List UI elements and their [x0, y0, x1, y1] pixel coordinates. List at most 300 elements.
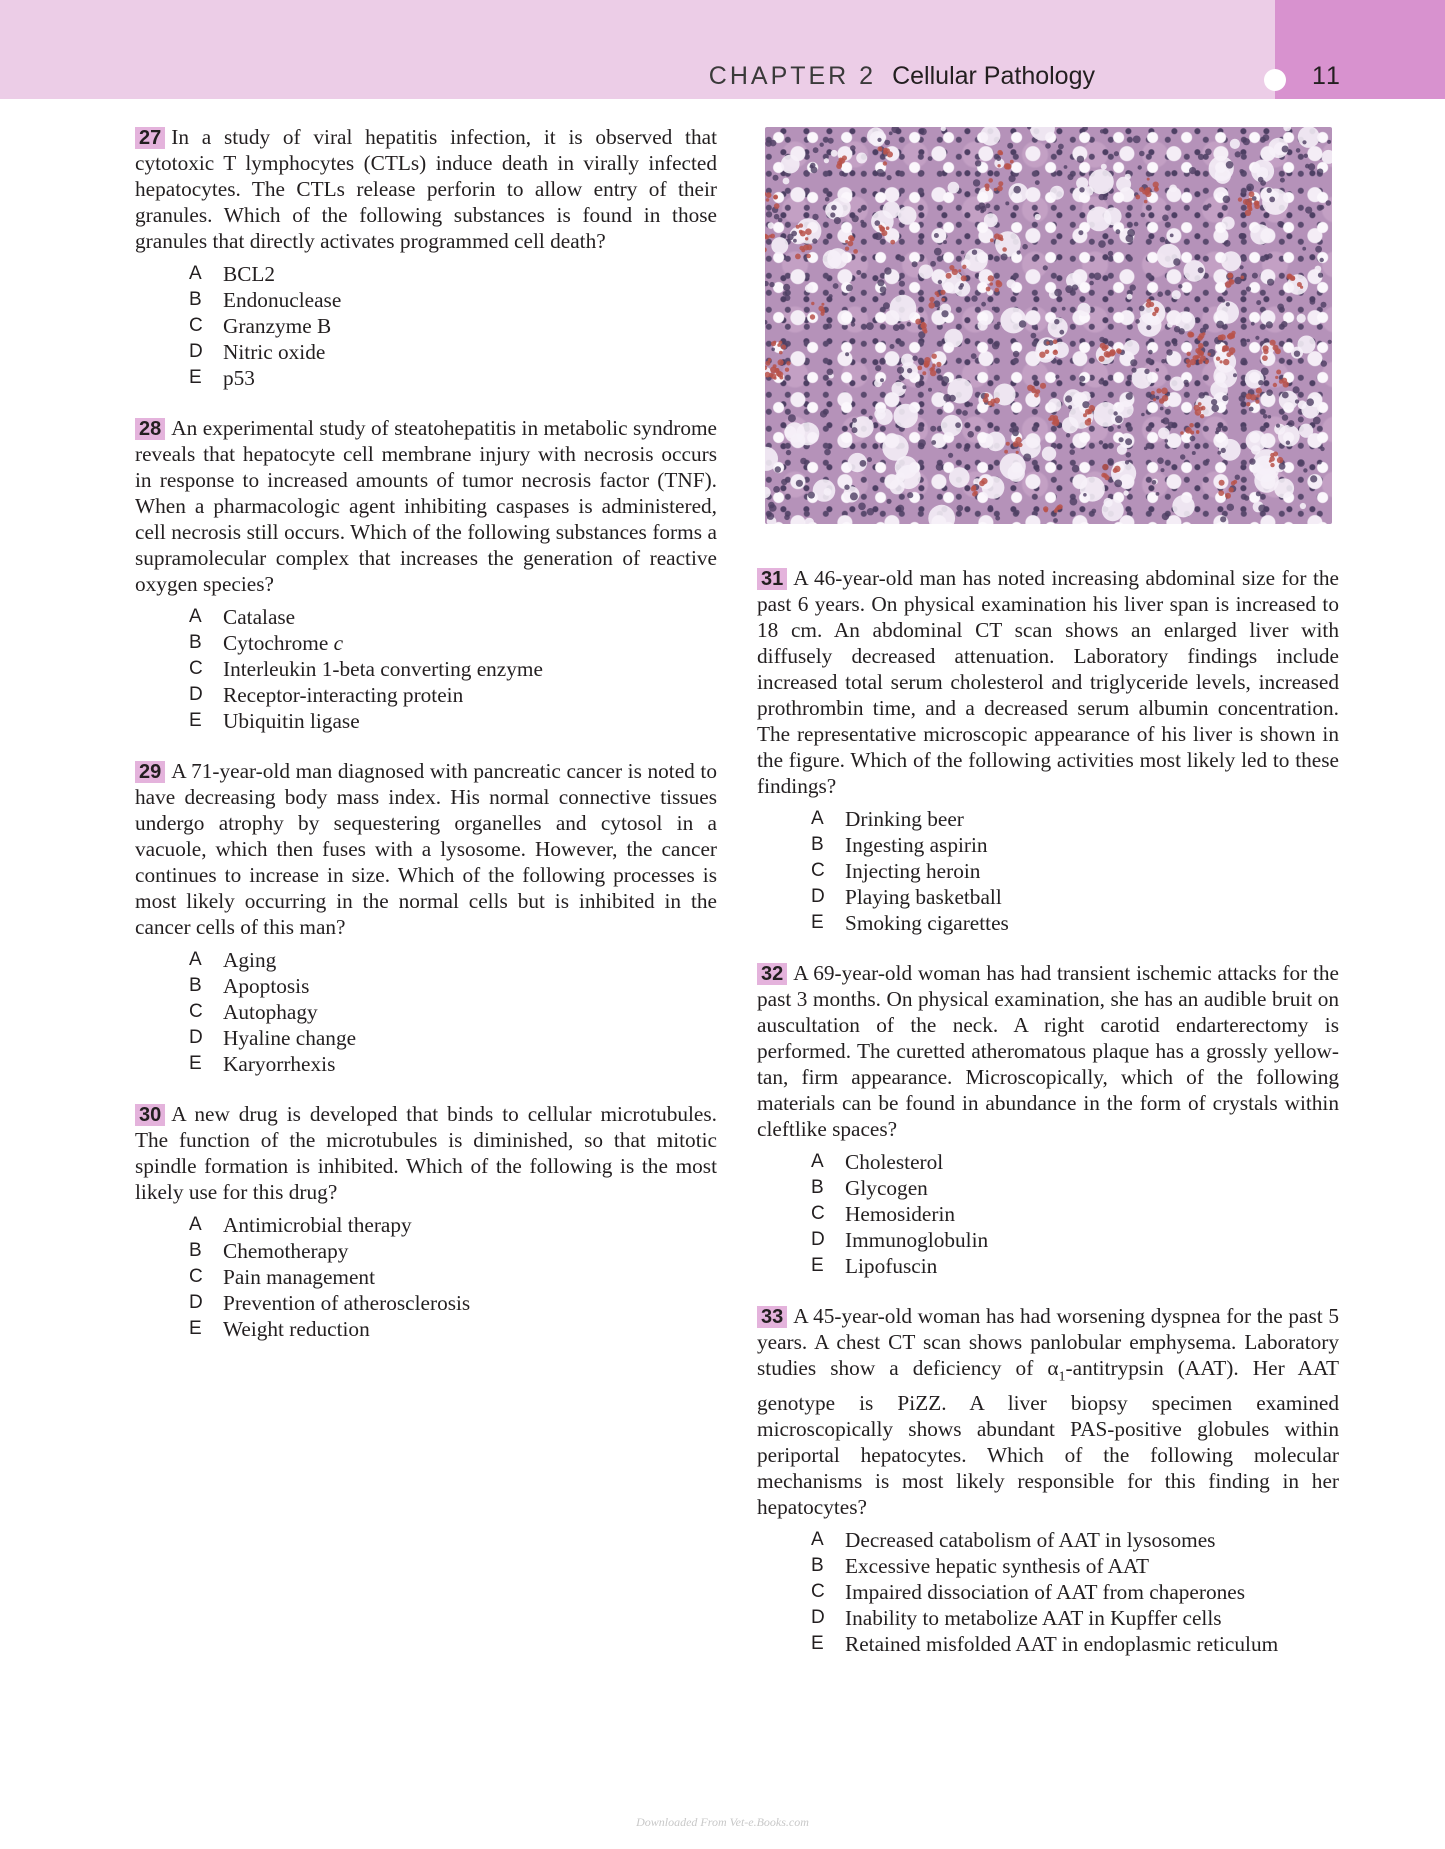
- red-blood-cell: [1225, 493, 1231, 499]
- red-blood-cell: [1104, 475, 1109, 480]
- red-blood-cell: [1189, 332, 1194, 337]
- fat-vacuole: [944, 329, 963, 348]
- red-blood-cell: [810, 314, 815, 319]
- cell-nucleus: [1317, 169, 1323, 175]
- red-blood-cell: [932, 354, 937, 359]
- red-blood-cell: [1288, 274, 1292, 278]
- answer-option: [811, 1149, 1339, 1175]
- fat-vacuole: [856, 153, 867, 164]
- red-blood-cell: [1275, 376, 1278, 379]
- cell-nucleus: [934, 248, 942, 256]
- cell-nucleus: [766, 211, 772, 217]
- option-text: Endonuclease: [223, 288, 342, 312]
- answer-option: [189, 1025, 717, 1051]
- cell-nucleus: [1276, 424, 1280, 428]
- cell-nucleus: [1035, 327, 1039, 331]
- red-blood-cell: [989, 282, 993, 286]
- cell-nucleus: [1216, 321, 1224, 329]
- cell-nucleus: [936, 463, 944, 471]
- cell-nucleus: [893, 324, 900, 331]
- cell-nucleus: [912, 356, 917, 361]
- fat-vacuole: [986, 432, 1006, 452]
- red-blood-cell: [771, 341, 776, 346]
- cell-nucleus: [1131, 368, 1136, 373]
- fat-vacuole: [781, 155, 800, 174]
- cell-nucleus: [1222, 395, 1228, 401]
- cell-nucleus: [1222, 299, 1226, 303]
- answer-option: [189, 999, 717, 1025]
- cell-nucleus: [1306, 398, 1314, 406]
- cell-nucleus: [1178, 284, 1182, 288]
- cell-nucleus: [869, 416, 873, 420]
- question-number: 31: [757, 568, 787, 590]
- cell-nucleus: [781, 479, 787, 485]
- cell-nucleus: [1268, 415, 1272, 419]
- cell-nucleus: [1303, 468, 1307, 472]
- cell-nucleus: [1240, 265, 1244, 269]
- cell-nucleus: [858, 208, 862, 212]
- option-text: Karyorrhexis: [223, 1052, 336, 1076]
- cell-nucleus: [867, 508, 874, 515]
- cell-nucleus: [1107, 458, 1113, 464]
- cell-nucleus: [1198, 267, 1204, 273]
- cell-nucleus: [1233, 373, 1237, 377]
- red-blood-cell: [1283, 381, 1289, 387]
- red-blood-cell: [986, 287, 991, 292]
- option-text: p53: [223, 366, 255, 390]
- option-letter: E: [189, 710, 202, 731]
- cell-nucleus: [1115, 416, 1123, 424]
- red-blood-cell: [780, 376, 784, 380]
- red-blood-cell: [981, 478, 987, 484]
- red-blood-cell: [936, 294, 939, 297]
- cell-nucleus: [938, 280, 942, 284]
- red-blood-cell: [839, 158, 844, 163]
- cell-nucleus: [1014, 510, 1020, 516]
- option-letter: A: [811, 808, 824, 829]
- cell-nucleus: [1089, 281, 1094, 286]
- answer-option: [189, 1264, 717, 1290]
- running-head: [709, 62, 1095, 91]
- red-blood-cell: [1195, 348, 1200, 353]
- cell-nucleus: [1023, 454, 1031, 462]
- fat-vacuole: [928, 505, 955, 524]
- answer-options: [757, 806, 1339, 936]
- cell-nucleus: [1139, 151, 1145, 157]
- cell-nucleus: [850, 145, 856, 151]
- answer-options: [135, 947, 717, 1077]
- cell-nucleus: [773, 486, 780, 493]
- fat-vacuole: [823, 250, 842, 269]
- option-text: Receptor-interacting protein: [223, 683, 464, 707]
- cell-nucleus: [964, 446, 970, 452]
- cell-nucleus: [918, 439, 926, 447]
- red-blood-cell: [1159, 398, 1165, 404]
- chapter-label: CHAPTER 2: [708, 62, 877, 90]
- answer-option: [811, 1631, 1339, 1657]
- cell-nucleus: [866, 322, 874, 330]
- cell-nucleus: [1094, 273, 1102, 281]
- fat-vacuole: [1257, 167, 1269, 179]
- cell-nucleus: [1184, 380, 1189, 385]
- option-letter: D: [811, 886, 825, 907]
- option-letter: A: [189, 263, 202, 284]
- micrograph-texture: [765, 127, 1332, 524]
- option-letter: A: [189, 606, 202, 627]
- cell-nucleus: [1305, 207, 1312, 214]
- cell-nucleus: [1255, 336, 1259, 340]
- option-letter: B: [811, 834, 824, 855]
- red-blood-cell: [1153, 182, 1159, 188]
- fat-vacuole: [1158, 428, 1170, 440]
- cell-nucleus: [874, 232, 882, 240]
- cell-nucleus: [839, 171, 844, 176]
- fat-vacuole: [1230, 139, 1240, 149]
- cell-nucleus: [813, 147, 819, 153]
- page-number: 11: [1312, 62, 1342, 90]
- cell-nucleus: [971, 353, 977, 359]
- cell-nucleus: [1281, 321, 1287, 327]
- answer-option: [189, 1051, 717, 1077]
- answer-option: [811, 1527, 1339, 1553]
- red-blood-cell: [940, 290, 945, 295]
- red-blood-cell: [991, 399, 996, 404]
- red-blood-cell: [765, 247, 767, 252]
- cell-nucleus: [1066, 433, 1070, 437]
- red-blood-cell: [1196, 430, 1199, 433]
- answer-options: [135, 604, 717, 734]
- fat-vacuole: [1008, 465, 1025, 482]
- cell-nucleus: [1198, 154, 1204, 160]
- cell-nucleus: [1211, 404, 1219, 412]
- cell-nucleus: [907, 368, 912, 373]
- answer-option: [811, 1253, 1339, 1279]
- option-text: Smoking cigarettes: [845, 911, 1009, 935]
- red-blood-cell: [1200, 414, 1204, 418]
- cell-nucleus: [936, 368, 941, 373]
- red-blood-cell: [942, 298, 946, 302]
- cell-nucleus: [1078, 230, 1083, 235]
- red-blood-cell: [1256, 388, 1262, 394]
- option-letter: B: [189, 632, 202, 653]
- question-text: A 71-year-old man diagnosed with pancreatic cancer is noted to have decreasing body mass index. His normal connective tissues undergo atrophy by sequestering organelles and cytosol in a vacuole, which then fuses with a lysosome. However, the cancer continues to increase in size. Which of the following processes is most likely occurring in the normal cells but is inhibited in the cancer cells of this man?: [135, 759, 717, 939]
- cell-nucleus: [1144, 447, 1148, 451]
- cell-nucleus: [941, 310, 948, 317]
- cell-nucleus: [1013, 186, 1021, 194]
- cell-nucleus: [1079, 187, 1084, 192]
- option-letter: D: [189, 1292, 203, 1313]
- cell-nucleus: [1320, 447, 1324, 451]
- red-blood-cell: [1013, 441, 1019, 447]
- red-blood-cell: [786, 361, 790, 365]
- fat-vacuole: [1101, 164, 1107, 170]
- cell-nucleus: [1286, 441, 1290, 445]
- red-blood-cell: [845, 247, 849, 251]
- red-blood-cell: [1219, 480, 1225, 486]
- cell-nucleus: [899, 281, 905, 287]
- cell-nucleus: [843, 426, 848, 431]
- cell-nucleus: [1007, 143, 1013, 149]
- option-letter: C: [189, 315, 203, 336]
- cell-nucleus: [791, 231, 797, 237]
- cell-nucleus: [1031, 333, 1037, 339]
- cell-nucleus: [1098, 240, 1106, 248]
- cell-nucleus: [1326, 200, 1332, 206]
- cell-nucleus: [1261, 368, 1269, 376]
- red-blood-cell: [920, 324, 925, 329]
- cell-nucleus: [1173, 258, 1180, 265]
- question-stem: [757, 1303, 1339, 1520]
- fat-vacuole: [1172, 495, 1194, 517]
- red-blood-cell: [1216, 357, 1220, 361]
- red-blood-cell: [1202, 332, 1205, 335]
- option-letter: C: [811, 1581, 825, 1603]
- cell-nucleus: [812, 238, 817, 243]
- cell-nucleus: [969, 403, 973, 407]
- red-blood-cell: [1227, 334, 1233, 340]
- red-blood-cell: [1250, 394, 1256, 400]
- cell-nucleus: [1022, 244, 1028, 250]
- red-blood-cell: [1248, 198, 1252, 202]
- red-blood-cell: [805, 228, 812, 235]
- cell-nucleus: [827, 369, 834, 376]
- red-blood-cell: [1040, 383, 1046, 389]
- fat-vacuole: [1084, 186, 1094, 196]
- red-blood-cell: [803, 245, 809, 251]
- cell-nucleus: [1298, 417, 1304, 423]
- cell-nucleus: [1244, 495, 1249, 500]
- answer-option: [189, 656, 717, 682]
- red-blood-cell: [818, 306, 824, 312]
- cell-nucleus: [793, 239, 797, 243]
- answer-option: [189, 1212, 717, 1238]
- answer-option: [811, 1553, 1339, 1579]
- red-blood-cell: [996, 280, 1001, 285]
- red-blood-cell: [1000, 238, 1004, 242]
- cell-nucleus: [992, 307, 996, 311]
- cell-nucleus: [877, 138, 881, 142]
- fat-vacuole: [1030, 127, 1055, 141]
- cell-nucleus: [884, 267, 891, 274]
- cell-nucleus: [1190, 436, 1196, 442]
- red-blood-cell: [1291, 276, 1295, 280]
- red-blood-cell: [946, 273, 952, 279]
- cell-nucleus: [810, 163, 815, 168]
- option-letter: B: [811, 1177, 824, 1198]
- red-blood-cell: [768, 358, 772, 362]
- cell-nucleus: [825, 197, 830, 202]
- option-text: Immunoglobulin: [845, 1228, 989, 1252]
- cell-nucleus: [1166, 349, 1172, 355]
- answer-option: [189, 682, 717, 708]
- red-blood-cell: [971, 486, 977, 492]
- option-letter: E: [189, 367, 202, 388]
- red-blood-cell: [1273, 383, 1277, 387]
- question-number: 28: [135, 418, 165, 440]
- cell-nucleus: [1328, 340, 1332, 344]
- option-text: Decreased catabolism of AAT in lysosomes: [845, 1528, 1216, 1553]
- red-blood-cell: [1300, 286, 1303, 289]
- cell-nucleus: [943, 394, 951, 402]
- cell-nucleus: [1206, 459, 1210, 463]
- fat-vacuole: [1274, 478, 1294, 498]
- option-text: Cholesterol: [845, 1150, 944, 1174]
- cell-nucleus: [877, 279, 884, 286]
- option-text: Nitric oxide: [223, 340, 326, 364]
- cell-nucleus: [1224, 240, 1231, 247]
- cell-nucleus: [1035, 180, 1040, 185]
- answer-option: [811, 806, 1339, 832]
- red-blood-cell: [1231, 481, 1236, 486]
- cell-nucleus: [800, 458, 807, 465]
- cell-nucleus: [1251, 322, 1255, 326]
- red-blood-cell: [915, 319, 921, 325]
- option-text: Chemotherapy: [223, 1239, 349, 1263]
- footer-watermark: Downloaded From Vet-e.Books.com: [636, 1815, 809, 1829]
- answer-option: [189, 339, 717, 365]
- option-letter: A: [189, 1214, 202, 1235]
- cell-nucleus: [773, 175, 779, 181]
- cell-nucleus: [1100, 129, 1104, 133]
- answer-options: [757, 1527, 1339, 1657]
- liver-micrograph: [765, 127, 1332, 524]
- cell-nucleus: [955, 422, 961, 428]
- cell-nucleus: [889, 131, 893, 135]
- red-blood-cell: [887, 151, 893, 157]
- answer-option: [189, 973, 717, 999]
- cell-nucleus: [943, 240, 947, 244]
- cell-nucleus: [812, 214, 818, 220]
- cell-nucleus: [1294, 351, 1300, 357]
- option-letter: C: [189, 1266, 203, 1287]
- red-blood-cell: [958, 269, 961, 272]
- question-text: A 69-year-old woman has had transient ischemic attacks for the past 3 months. On physical examination, she has an audible bruit on auscultation of the neck. A right carotid endarterectomy is performed. The curetted atheromatous plaque has a grossly yellow-tan, firm appearance. Microscopically, which of the following materials can be found in abundance in the form of crystals within cleftlike spaces?: [757, 961, 1339, 1141]
- question-number: 29: [135, 761, 165, 783]
- fat-vacuole: [1297, 314, 1306, 323]
- option-letter: D: [811, 1229, 825, 1250]
- red-blood-cell: [1045, 350, 1050, 355]
- cell-nucleus: [975, 160, 981, 166]
- red-blood-cell: [1139, 187, 1144, 192]
- cell-nucleus: [1100, 378, 1104, 382]
- cell-nucleus: [1045, 143, 1051, 149]
- fat-vacuole: [804, 518, 814, 524]
- question-number: 33: [757, 1306, 787, 1328]
- fat-vacuole: [796, 422, 819, 445]
- cell-nucleus: [850, 492, 858, 500]
- cell-nucleus: [1249, 458, 1255, 464]
- red-blood-cell: [1273, 345, 1279, 351]
- cell-nucleus: [1082, 401, 1089, 408]
- cell-nucleus: [828, 138, 834, 144]
- cell-nucleus: [957, 505, 964, 512]
- red-blood-cell: [1273, 452, 1278, 457]
- cell-nucleus: [1277, 221, 1283, 227]
- red-blood-cell: [1118, 350, 1121, 353]
- red-blood-cell: [1247, 203, 1252, 208]
- fat-vacuole: [890, 295, 917, 322]
- cell-nucleus: [902, 385, 906, 389]
- option-text: Excessive hepatic synthesis of AAT: [845, 1554, 1150, 1579]
- red-blood-cell: [1046, 341, 1049, 344]
- option-letter: E: [811, 1255, 824, 1276]
- red-blood-cell: [1153, 398, 1156, 401]
- cell-nucleus: [808, 492, 815, 499]
- red-blood-cell: [1256, 394, 1260, 398]
- red-blood-cell: [1144, 200, 1148, 204]
- cell-nucleus: [1242, 360, 1248, 366]
- cell-nucleus: [1170, 234, 1174, 238]
- cell-nucleus: [886, 499, 891, 504]
- red-blood-cell: [988, 275, 994, 281]
- cell-nucleus: [1055, 375, 1059, 379]
- red-blood-cell: [785, 368, 789, 372]
- cell-nucleus: [1072, 465, 1080, 473]
- cell-nucleus: [1130, 284, 1136, 290]
- option-letter: D: [189, 684, 203, 705]
- cell-nucleus: [1144, 369, 1149, 374]
- fat-vacuole: [919, 265, 933, 279]
- fat-vacuole: [813, 479, 836, 502]
- cell-nucleus: [852, 215, 859, 222]
- red-blood-cell: [936, 362, 941, 367]
- red-blood-cell: [890, 240, 895, 245]
- red-blood-cell: [781, 345, 786, 350]
- fat-vacuole: [1250, 224, 1270, 244]
- cell-nucleus: [1277, 304, 1284, 311]
- cell-nucleus: [1079, 376, 1085, 382]
- header-tab: [1275, 0, 1445, 99]
- fat-vacuole: [1299, 424, 1313, 438]
- fat-vacuole: [1283, 127, 1291, 131]
- cell-nucleus: [907, 322, 912, 327]
- fat-vacuole: [984, 213, 998, 227]
- cell-nucleus: [1295, 399, 1299, 403]
- cell-nucleus: [1077, 156, 1084, 163]
- cell-nucleus: [1256, 300, 1261, 305]
- cell-nucleus: [1256, 491, 1261, 496]
- red-blood-cell: [773, 377, 776, 380]
- cell-nucleus: [1157, 291, 1163, 297]
- cell-nucleus: [1152, 480, 1157, 485]
- option-text: Impaired dissociation of AAT from chaperones: [845, 1580, 1246, 1605]
- cell-nucleus: [1217, 451, 1221, 455]
- cell-nucleus: [996, 156, 1001, 161]
- cell-nucleus: [992, 342, 999, 349]
- cell-nucleus: [1297, 459, 1305, 467]
- answer-option: [189, 1316, 717, 1342]
- cell-nucleus: [1227, 504, 1234, 511]
- cell-nucleus: [1134, 222, 1139, 227]
- cell-nucleus: [1260, 180, 1266, 186]
- cell-nucleus: [1125, 438, 1132, 445]
- cell-nucleus: [1065, 395, 1072, 402]
- red-blood-cell: [928, 302, 935, 309]
- cell-nucleus: [1114, 480, 1122, 488]
- cell-nucleus: [1126, 452, 1132, 458]
- red-blood-cell: [1145, 191, 1151, 197]
- cell-nucleus: [1133, 136, 1141, 144]
- red-blood-cell: [932, 364, 936, 368]
- fat-vacuole: [1217, 192, 1223, 198]
- option-letter: A: [811, 1529, 824, 1551]
- cell-nucleus: [1161, 468, 1165, 472]
- cell-nucleus: [973, 179, 980, 186]
- red-blood-cell: [1249, 191, 1255, 197]
- cell-nucleus: [958, 285, 962, 289]
- red-blood-cell: [1161, 388, 1168, 395]
- red-blood-cell: [1156, 388, 1161, 393]
